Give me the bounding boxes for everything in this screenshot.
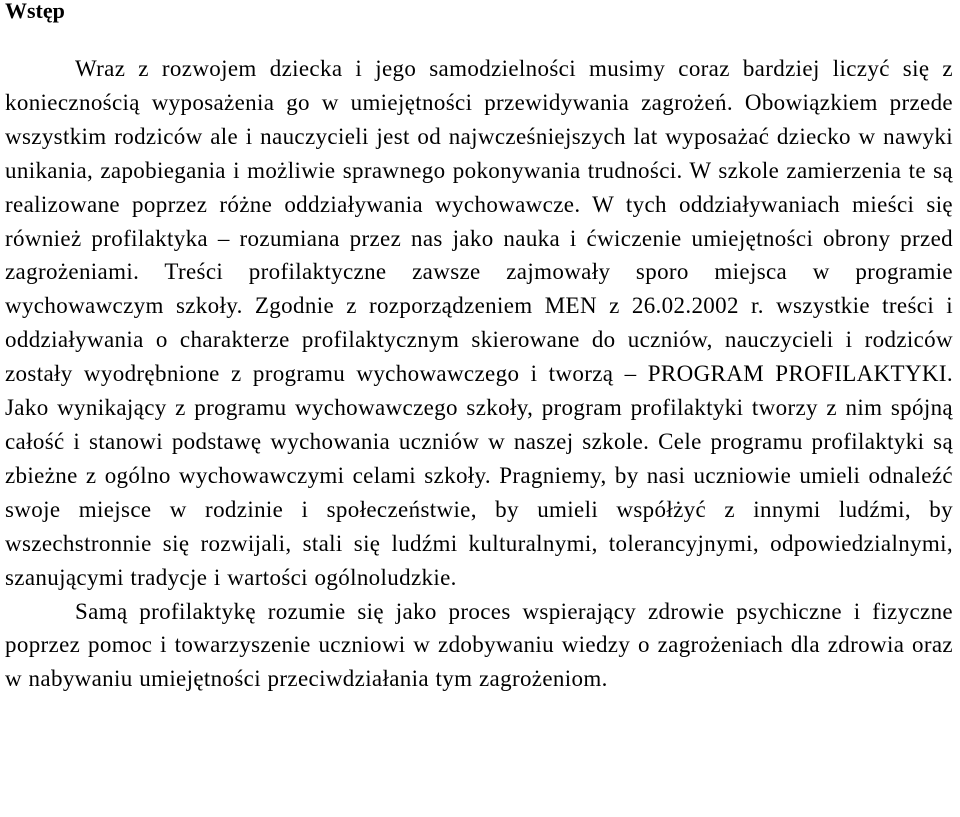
paragraph-intro: Wraz z rozwojem dziecka i jego samodzielności musimy coraz bardziej liczyć się z koniecznością wyposażenia go w umiejętności przewidywania zagrożeń. Obowiązkiem przede wszystkim rodziców ale i nauczycieli jest od najwcześniejszych lat wyposażać dziecko w nawyki unikania, zapobiegania i możliwie sprawnego pokonywania trudności. W szkole zamierzenia te są realizowane poprzez różne oddziaływania wychowawcze. W tych oddziaływaniach mieści się również profilaktyka – rozumiana przez nas jako nauka i ćwiczenie umiejętności obrony przed zagrożeniami. Treści profilaktyczne zawsze zajmowały sporo miejsca w programie wychowawczym szkoły. Zgodnie z rozporządzeniem MEN z 26.02.2002 r. wszystkie treści i oddziaływania o charakterze profilaktycznym skierowane do uczniów, nauczycieli i rodziców zostały wyodrębnione z programu wychowawczego i tworzą – PROGRAM PROFILAKTYKI. Jako wynikający z programu wychowawczego szkoły, program profilaktyki tworzy z nim spójną całość i stanowi podstawę wychowania uczniów w naszej szkole. Cele programu profilaktyki są zbieżne z ogólno wychowawczymi celami szkoły. Pragniemy, by nasi uczniowie umieli odnaleźć swoje miejsce w rodzinie i społeczeństwie, by umieli współżyć z innymi ludźmi, by wszechstronnie się rozwijali, stali się ludźmi kulturalnymi, tolerancyjnymi, odpowiedzialnymi, szanującymi tradycje i wartości ogólnoludzkie. (5, 56, 953, 590)
section-heading: Wstęp (5, 0, 65, 23)
paragraph-prevention-definition: Samą profilaktykę rozumie się jako proces wspierający zdrowie psychiczne i fizyczne poprzez pomoc i towarzyszenie uczniowi w zdobywaniu wiedzy o zagrożeniach dla zdrowia oraz w nabywaniu umiejętności przeciwdziałania tym zagrożeniom. (5, 598, 953, 692)
document-body (5, 52, 953, 696)
